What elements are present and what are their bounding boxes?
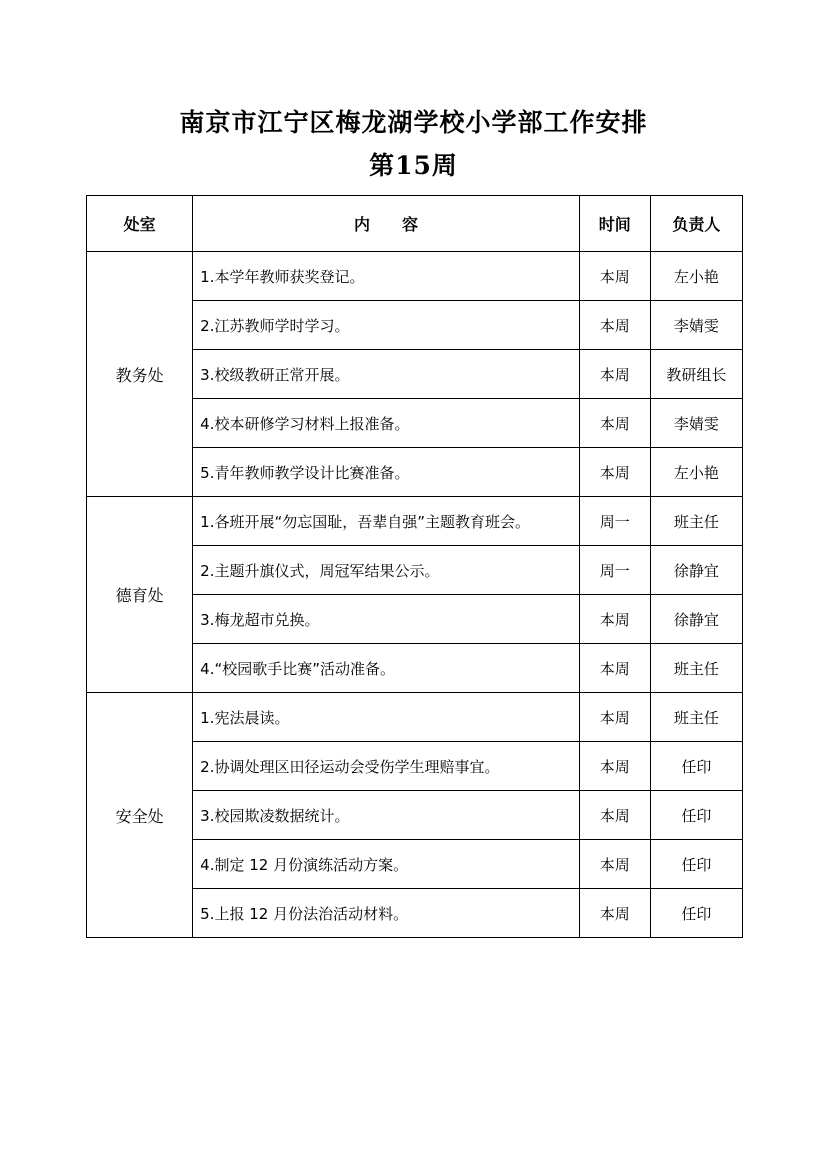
table-row	[87, 497, 743, 546]
content-cell: 1.本学年教师获奖登记。	[193, 252, 580, 301]
content-cell: 5.青年教师教学设计比赛准备。	[193, 448, 580, 497]
column-header-office: 处室	[87, 196, 193, 252]
person-cell: 李婧雯	[650, 301, 742, 350]
content-cell: 1.各班开展“勿忘国耻，吾辈自强”主题教育班会。	[193, 497, 580, 546]
office-cell: 教务处	[87, 252, 193, 497]
content-cell: 4.校本研修学习材料上报准备。	[193, 399, 580, 448]
time-cell: 周一	[579, 546, 650, 595]
column-header-time: 时间	[579, 196, 650, 252]
content-cell: 2.主题升旗仪式，周冠军结果公示。	[193, 546, 580, 595]
content-cell: 1.宪法晨读。	[193, 693, 580, 742]
person-cell: 教研组长	[650, 350, 742, 399]
schedule-table	[86, 195, 743, 938]
person-cell: 左小艳	[650, 252, 742, 301]
time-cell: 本周	[579, 889, 650, 938]
office-cell: 德育处	[87, 497, 193, 693]
time-cell: 本周	[579, 252, 650, 301]
person-cell: 任印	[650, 840, 742, 889]
time-cell: 周一	[579, 497, 650, 546]
person-cell: 班主任	[650, 644, 742, 693]
person-cell: 李婧雯	[650, 399, 742, 448]
person-cell: 任印	[650, 889, 742, 938]
content-cell: 2.协调处理区田径运动会受伤学生理赔事宜。	[193, 742, 580, 791]
document-title: 南京市江宁区梅龙湖学校小学部工作安排	[179, 108, 648, 137]
time-cell: 本周	[579, 301, 650, 350]
column-header-person: 负责人	[650, 196, 742, 252]
person-cell: 任印	[650, 742, 742, 791]
content-cell: 3.梅龙超市兑换。	[193, 595, 580, 644]
time-cell: 本周	[579, 595, 650, 644]
content-cell: 4.制定 12 月份演练活动方案。	[193, 840, 580, 889]
office-cell: 安全处	[87, 693, 193, 938]
time-cell: 本周	[579, 840, 650, 889]
time-cell: 本周	[579, 742, 650, 791]
content-cell: 5.上报 12 月份法治活动材料。	[193, 889, 580, 938]
time-cell: 本周	[579, 399, 650, 448]
time-cell: 本周	[579, 644, 650, 693]
time-cell: 本周	[579, 791, 650, 840]
column-header-content: 内 容	[193, 196, 580, 252]
time-cell: 本周	[579, 693, 650, 742]
person-cell: 任印	[650, 791, 742, 840]
table-row	[87, 693, 743, 742]
table-header-row	[87, 196, 743, 252]
content-cell: 3.校园欺凌数据统计。	[193, 791, 580, 840]
content-cell: 2.江苏教师学时学习。	[193, 301, 580, 350]
person-cell: 徐静宜	[650, 595, 742, 644]
content-cell: 4.“校园歌手比赛”活动准备。	[193, 644, 580, 693]
content-cell: 3.校级教研正常开展。	[193, 350, 580, 399]
person-cell: 班主任	[650, 693, 742, 742]
table-row	[87, 252, 743, 301]
person-cell: 徐静宜	[650, 546, 742, 595]
week-subtitle: 第15周	[369, 151, 458, 180]
person-cell: 左小艳	[650, 448, 742, 497]
person-cell: 班主任	[650, 497, 742, 546]
time-cell: 本周	[579, 448, 650, 497]
time-cell: 本周	[579, 350, 650, 399]
